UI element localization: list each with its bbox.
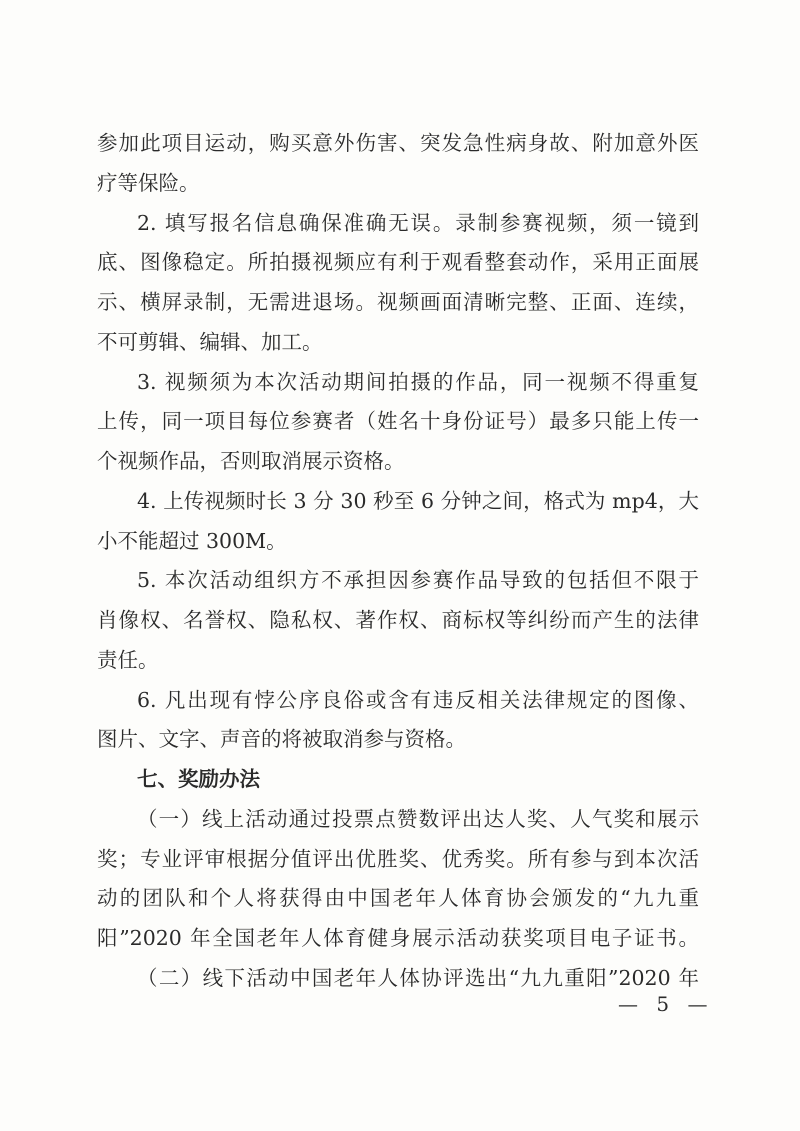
- text-line: 疗等保险。: [97, 170, 200, 195]
- text-line: 2. 填写报名信息确保准确无误。录制参赛视频，须一镜到: [137, 210, 699, 235]
- text-line: 动的团队和个人将获得由中国老年人体育协会颁发的“九九重: [97, 886, 699, 911]
- text-line: 个视频作品，否则取消展示资格。: [97, 449, 405, 473]
- text-line: 上传，同一项目每位参赛者（姓名十身份证号）最多只能上传一: [97, 409, 699, 434]
- text-line: 奖；专业评审根据分值评出优胜奖、优秀奖。所有参与到本次活: [97, 846, 699, 871]
- section-heading: 七、奖励办法: [137, 767, 260, 791]
- text-line: 参加此项目运动，购买意外伤害、突发急性病身故、附加意外医: [97, 131, 699, 155]
- text-line: 4. 上传视频时长 3 分 30 秒至 6 分钟之间，格式为 mp4，大: [137, 488, 699, 513]
- text-line: 图片、文字、声音的将被取消参与资格。: [97, 727, 466, 752]
- text-line: 肖像权、名誉权、隐私权、著作权、商标权等纠纷而产生的法律: [97, 608, 699, 632]
- text-line: 责任。: [97, 647, 159, 672]
- text-line: 不可剪辑、编辑、加工。: [97, 329, 323, 354]
- text-line: 小不能超过 300M。: [97, 528, 287, 553]
- text-line: （二）线下活动中国老年人体协评选出“九九重阳”2020 年: [137, 965, 699, 990]
- text-line: 5. 本次活动组织方不承担因参赛作品导致的包括但不限于: [137, 568, 699, 593]
- text-line: 底、图像稳定。所拍摄视频应有利于观看整套动作，采用正面展: [97, 250, 699, 275]
- text-line: 3. 视频须为本次活动期间拍摄的作品，同一视频不得重复: [137, 369, 699, 394]
- page-number: — 5 —: [618, 992, 714, 1016]
- text-line: 示、横屏录制，无需进退场。视频画面清晰完整、正面、连续，: [97, 290, 699, 314]
- text-line: 6. 凡出现有悖公序良俗或含有违反相关法律规定的图像、: [137, 687, 699, 712]
- text-line: 阳”2020 年全国老年人体育健身展示活动获奖项目电子证书。: [97, 926, 699, 950]
- text-line: （一）线上活动通过投票点赞数评出达人奖、人气奖和展示: [137, 806, 699, 831]
